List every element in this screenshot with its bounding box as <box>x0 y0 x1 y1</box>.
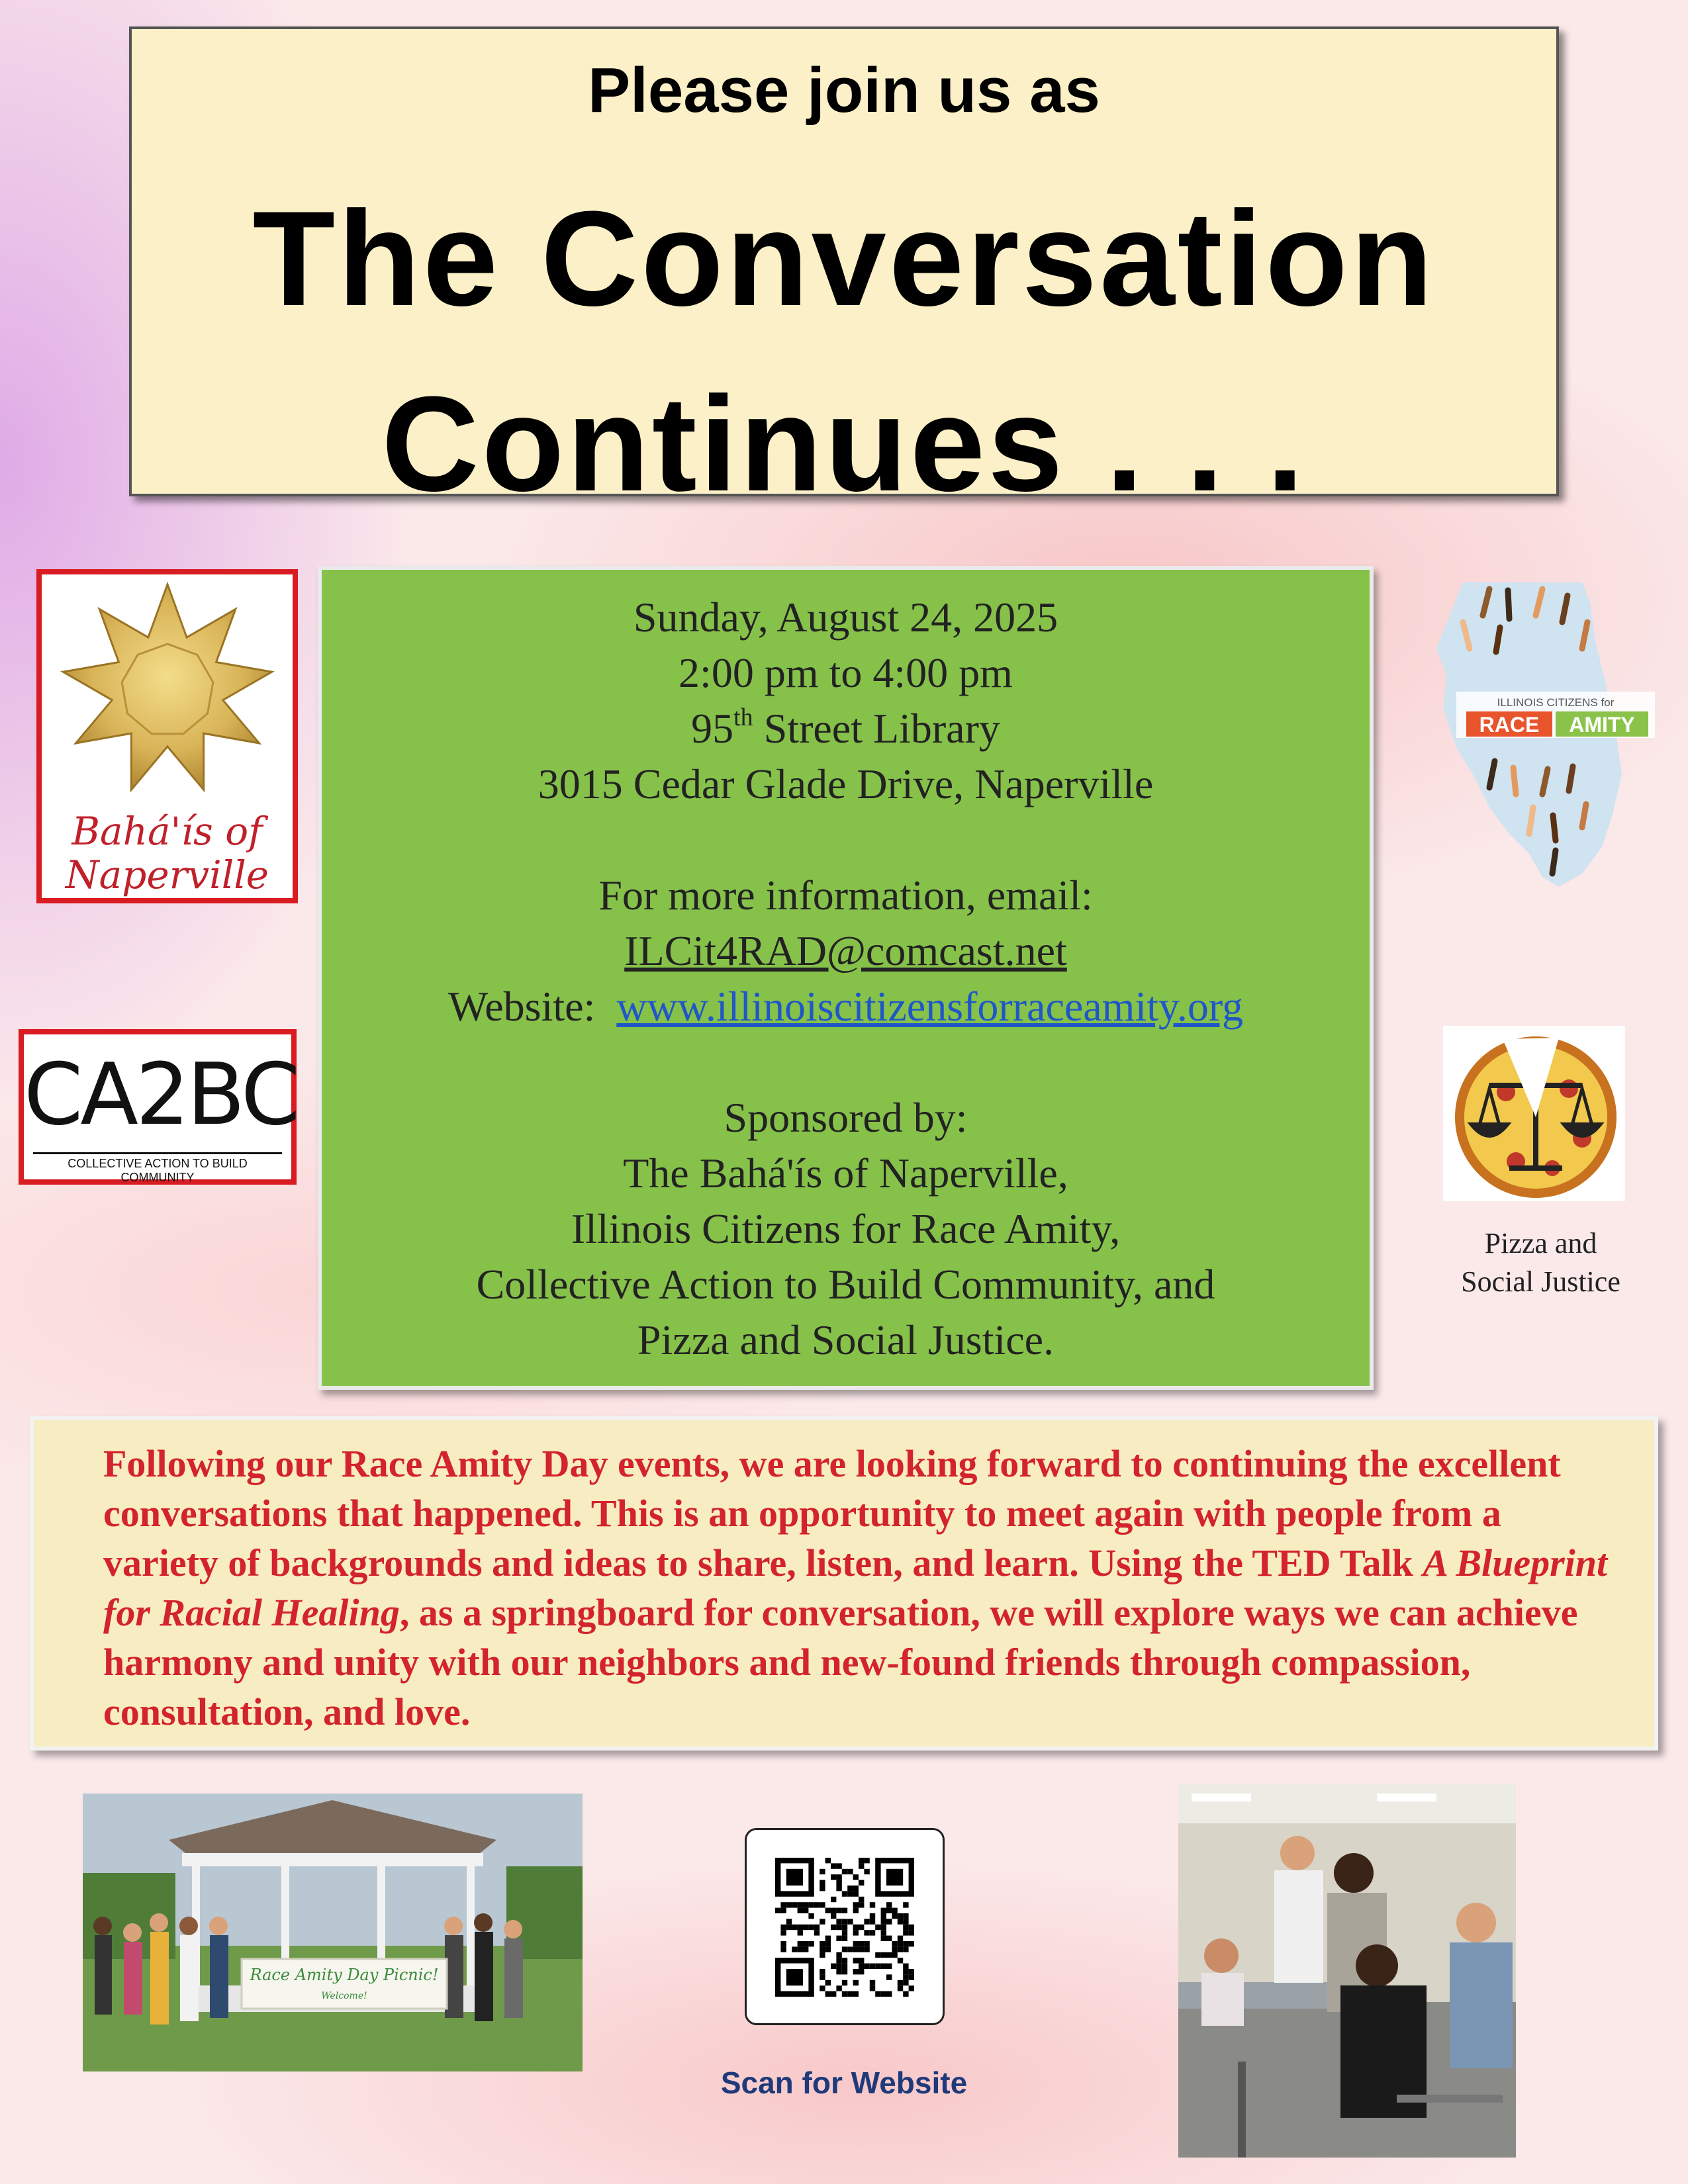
info-label: For more information, email: <box>598 872 1093 919</box>
race-amity-logo-amity: AMITY <box>1569 713 1635 737</box>
qr-caption: Scan for Website <box>720 2066 968 2100</box>
description-text: Following our Race Amity Day events, we are looking forward to continuing the excellent conversations that happened. This is an opportunity to meet again with people from a variety of backgrounds and ideas to share, listen, and learn. Using the TED Talk A Blueprint for Racial Healing, as a springboard for conversation, we will explore ways we can achieve harmony and unity with our neighbors and new-found friends through compassion, consultation, and love. <box>103 1442 1608 1733</box>
sponsor-item: Illinois Citizens for Race Amity, <box>571 1205 1121 1252</box>
event-location: 95th Street Library <box>691 704 1000 752</box>
pizza-scales-logo <box>1443 1026 1625 1201</box>
nine-pointed-star-icon <box>55 581 280 799</box>
website-label: Website: <box>447 983 596 1030</box>
website-link[interactable]: www.illinoiscitizensforraceamity.org <box>616 983 1244 1030</box>
website-line <box>322 979 1370 1034</box>
picnic-banner-subtext: Welcome! <box>321 1991 367 2001</box>
description-box <box>30 1416 1658 1751</box>
sponsor-item: Pizza and Social Justice. <box>637 1316 1055 1363</box>
ca2bc-logo-subtitle: COLLECTIVE ACTION TO BUILD COMMUNITY <box>33 1152 282 1185</box>
event-time: 2:00 pm to 4:00 pm <box>679 649 1013 696</box>
pizza-caption: Pizza and Social Justice <box>1461 1227 1620 1298</box>
picnic-banner-text: Race Amity Day Picnic! <box>250 1966 439 1984</box>
ca2bc-logo-text: CA2BC <box>24 1046 298 1144</box>
picnic-group-photo <box>83 1794 583 2071</box>
bahai-logo <box>36 569 298 903</box>
contact-email-link[interactable]: ILCit4RAD@comcast.net <box>624 927 1067 974</box>
conversation-group-photo <box>1178 1784 1516 2158</box>
race-amity-logo <box>1417 576 1655 893</box>
sponsor-item: Collective Action to Build Community, and <box>476 1261 1215 1308</box>
event-info-box <box>318 566 1374 1390</box>
race-amity-logo-top: ILLINOIS CITIZENS for <box>1497 696 1615 709</box>
title-box <box>129 26 1559 520</box>
sponsor-item: The Bahá'ís of Naperville, <box>623 1150 1068 1197</box>
title-intro: Please join us as <box>588 55 1100 126</box>
race-amity-logo-race: RACE <box>1479 713 1540 737</box>
title-main-line2: Continues . . . <box>381 369 1307 520</box>
event-address: 3015 Cedar Glade Drive, Naperville <box>538 760 1154 807</box>
event-date: Sunday, August 24, 2025 <box>633 594 1058 641</box>
bahai-logo-line1: Bahá'ís of <box>71 809 263 854</box>
qr-code-icon <box>775 1858 914 1997</box>
ted-talk-title: A Blueprint for Racial Healing <box>103 1541 1608 1634</box>
sponsored-label: Sponsored by: <box>724 1094 968 1141</box>
title-main-line1: The Conversation <box>252 183 1436 334</box>
ca2bc-logo <box>19 1029 297 1185</box>
bahai-logo-line2: Naperville <box>65 852 269 897</box>
website-qr-code[interactable] <box>745 1828 945 2025</box>
